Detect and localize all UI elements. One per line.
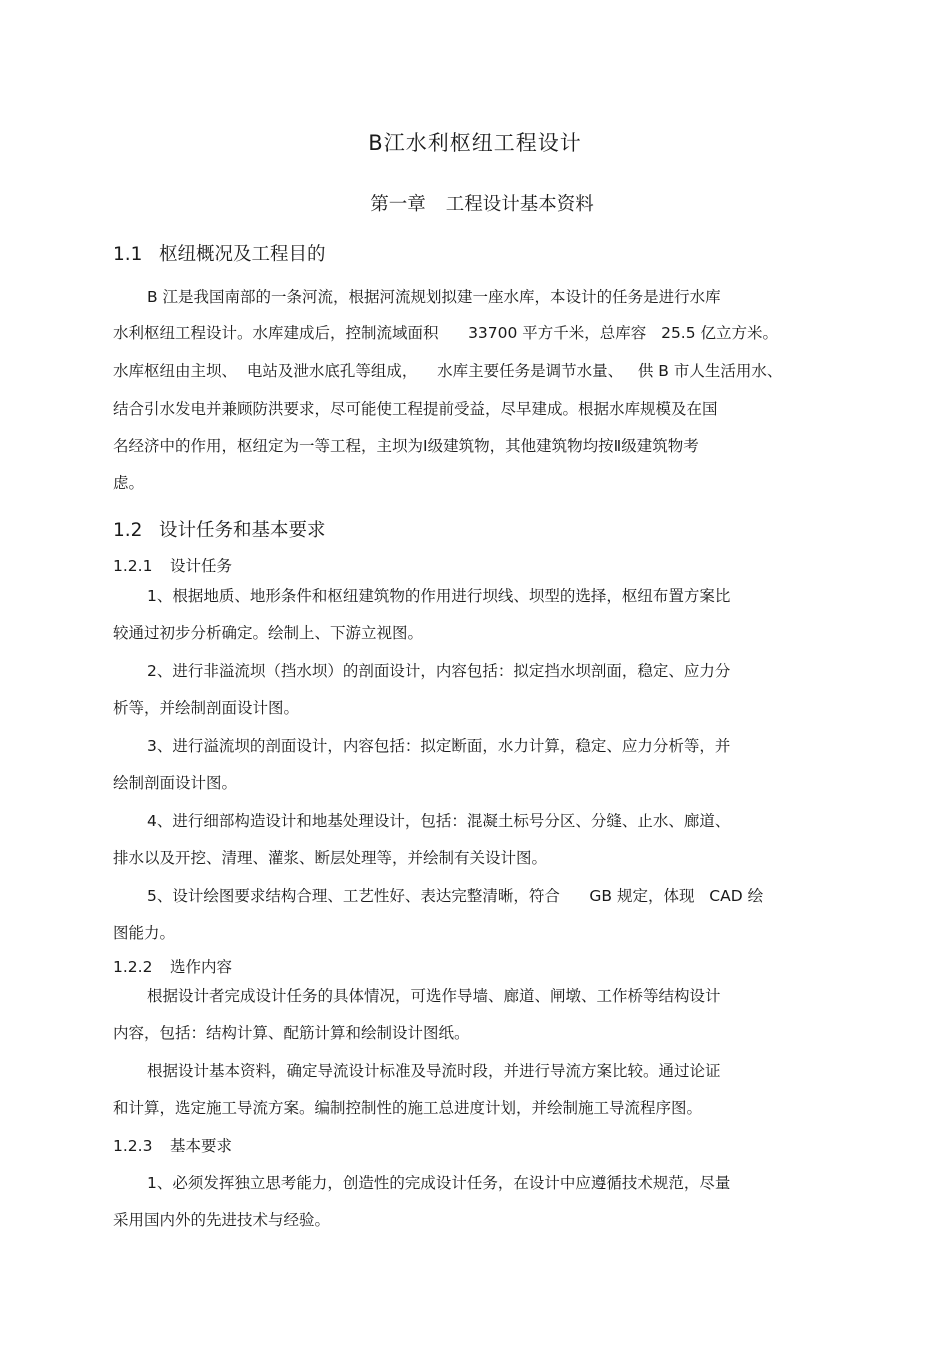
subsection-heading-1-2-3 [113,1134,232,1156]
section-title: 枢纽概况及工程目的 [159,244,326,265]
paragraph-line: 1、必须发挥独立思考能力，创造性的完成设计任务，在设计中应遵循技术规范，尽量 [147,1174,731,1192]
subsection-title: 基本要求 [170,1137,233,1155]
paragraph-line: 内容，包括：结构计算、配筋计算和绘制设计图纸。 [113,1024,470,1042]
subsection-title: 设计任务 [170,557,233,575]
paragraph-line: 根据设计基本资料，确定导流设计标准及导流时段，并进行导流方案比较。通过论证 [147,1062,721,1080]
chapter-heading [0,190,950,216]
chapter-title: 工程设计基本资料 [445,194,594,215]
paragraph-line: 2、进行非溢流坝（挡水坝）的剖面设计，内容包括：拟定挡水坝剖面，稳定、应力分 [147,662,731,680]
paragraph-line: 名经济中的作用，枢纽定为一等工程，主坝为Ⅰ级建筑物，其他建筑物均按Ⅱ级建筑物考 [113,437,699,455]
subsection-number: 1.2.3 [113,1137,153,1155]
paragraph-line: 析等，并绘制剖面设计图。 [113,699,300,717]
subsection-heading-1-2-2 [113,955,232,977]
subsection-title: 选作内容 [170,958,233,976]
subsection-number: 1.2.2 [113,958,153,976]
paragraph-line: 4、进行细部构造设计和地基处理设计，包括：混凝土标号分区、分缝、止水、廊道、 [147,812,731,830]
paragraph-line: 1、根据地质、地形条件和枢纽建筑物的作用进行坝线、坝型的选择，枢纽布置方案比 [147,587,731,605]
paragraph-line: B 江是我国南部的一条河流，根据河流规划拟建一座水库，本设计的任务是进行水库 [147,288,721,306]
section-heading-1-1 [113,240,326,266]
paragraph-line: 根据设计者完成设计任务的具体情况，可选作导墙、廊道、闸墩、工作桥等结构设计 [147,987,721,1005]
section-number: 1.2 [113,520,143,541]
paragraph-line: 绘制剖面设计图。 [113,774,238,792]
paragraph-line: 5、设计绘图要求结构合理、工艺性好、表达完整清晰，符合 GB 规定，体现 CAD 绘 [147,887,764,905]
paragraph-line: 水库枢纽由主坝、 电站及泄水底孔等组成， 水库主要任务是调节水量、 供 B 市人生活用水、 [113,362,783,380]
paragraph-line: 采用国内外的先进技术与经验。 [113,1211,331,1229]
section-number: 1.1 [113,244,143,265]
chapter-number: 第一章 [370,194,426,215]
paragraph-line: 3、进行溢流坝的剖面设计，内容包括：拟定断面，水力计算，稳定、应力分析等，并 [147,737,731,755]
paragraph-line: 排水以及开挖、清理、灌浆、断层处理等，并绘制有关设计图。 [113,849,548,867]
subsection-number: 1.2.1 [113,557,153,575]
paragraph-line: 虑。 [113,474,145,492]
paragraph-line: 结合引水发电并兼顾防洪要求，尽可能使工程提前受益，尽早建成。根据水库规模及在国 [113,400,718,418]
section-title: 设计任务和基本要求 [159,520,326,541]
section-heading-1-2 [113,516,326,542]
paragraph-line: 图能力。 [113,924,176,942]
paragraph-line: 水利枢纽工程设计。水库建成后，控制流域面积 33700 平方千米，总库容 25.5 亿立方米。 [113,324,779,342]
subsection-heading-1-2-1 [113,554,232,576]
paragraph-line: 较通过初步分析确定。绘制上、下游立视图。 [113,624,424,642]
paragraph-line: 和计算，选定施工导流方案。编制控制性的施工总进度计划，并绘制施工导流程序图。 [113,1099,703,1117]
document-title: B江水利枢纽工程设计 [368,131,582,155]
